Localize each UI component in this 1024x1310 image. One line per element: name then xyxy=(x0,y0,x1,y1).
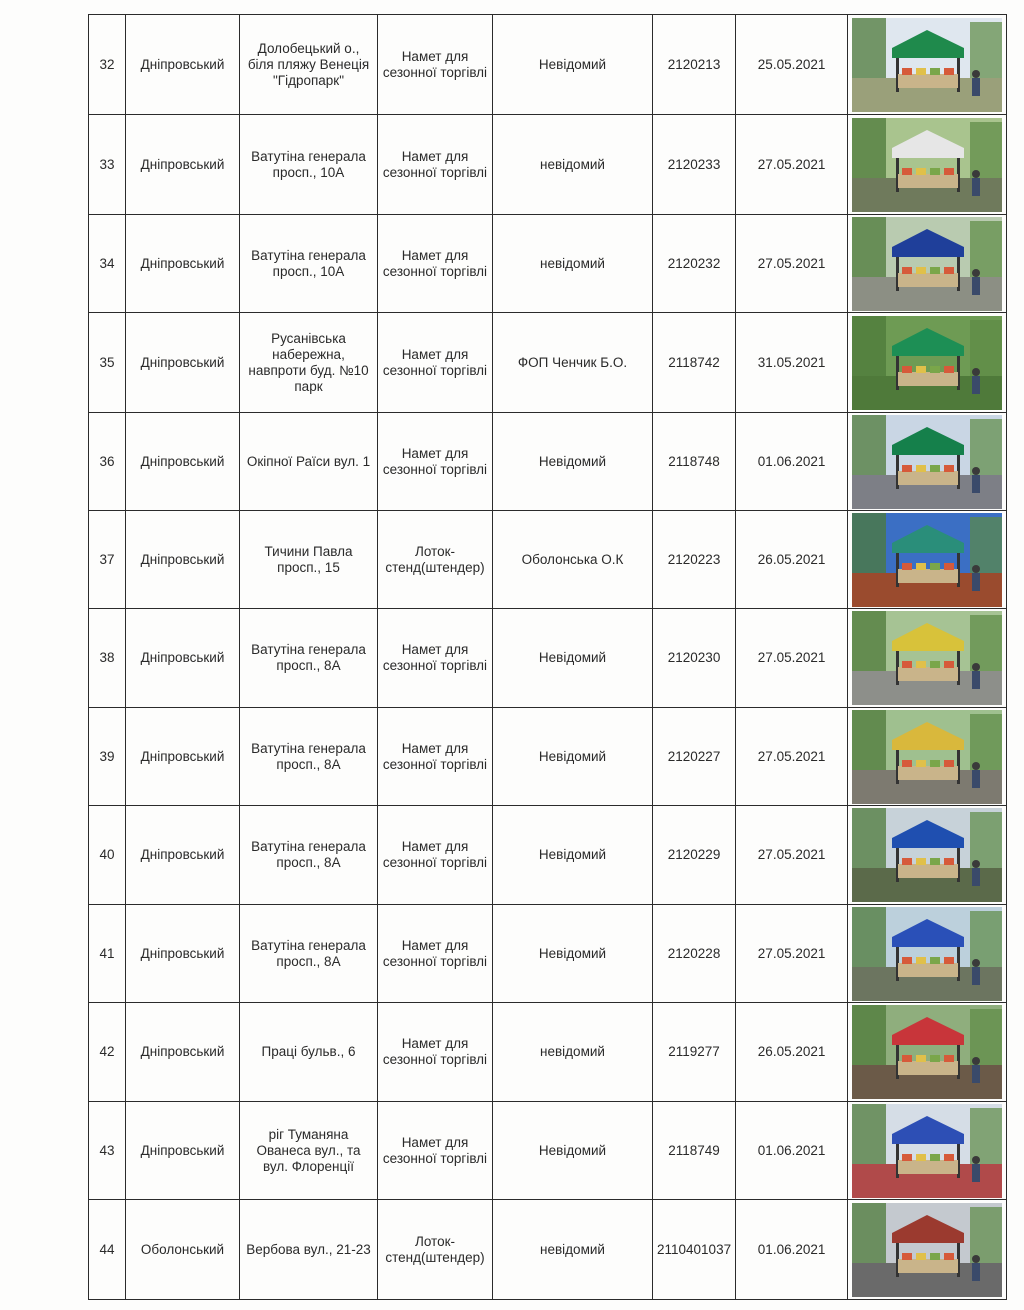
act-number-cell: 2120213 xyxy=(653,15,736,115)
object-type-cell: Намет для сезонної торгівлі xyxy=(378,313,493,413)
stall-photo xyxy=(852,118,1002,212)
photo-cell xyxy=(848,1003,1007,1102)
owner-cell: Невідомий xyxy=(493,1102,653,1200)
stall-photo xyxy=(852,1005,1002,1099)
stall-photo xyxy=(852,513,1002,607)
object-type-cell: Намет для сезонної торгівлі xyxy=(378,15,493,115)
photo-cell xyxy=(848,413,1007,511)
date-cell: 26.05.2021 xyxy=(736,511,848,609)
row-number: 42 xyxy=(89,1003,126,1102)
district-cell: Дніпровський xyxy=(126,413,240,511)
district-cell: Оболонський xyxy=(126,1200,240,1300)
table-row xyxy=(89,806,1007,905)
address-cell: Ватутіна генерала просп., 10А xyxy=(240,115,378,215)
act-number-cell: 2120232 xyxy=(653,215,736,313)
object-type-cell: Намет для сезонної торгівлі xyxy=(378,115,493,215)
district-cell: Дніпровський xyxy=(126,806,240,905)
act-number-cell: 2118748 xyxy=(653,413,736,511)
owner-cell: невідомий xyxy=(493,1003,653,1102)
date-cell: 27.05.2021 xyxy=(736,708,848,806)
date-cell: 31.05.2021 xyxy=(736,313,848,413)
district-cell: Дніпровський xyxy=(126,708,240,806)
row-number: 38 xyxy=(89,609,126,708)
district-cell: Дніпровський xyxy=(126,905,240,1003)
act-number-cell: 2110401037 xyxy=(653,1200,736,1300)
address-cell: Тичини Павла просп., 15 xyxy=(240,511,378,609)
date-cell: 27.05.2021 xyxy=(736,115,848,215)
act-number-cell: 2120230 xyxy=(653,609,736,708)
object-type-cell: Намет для сезонної торгівлі xyxy=(378,1003,493,1102)
photo-cell xyxy=(848,1102,1007,1200)
owner-cell: Невідомий xyxy=(493,806,653,905)
photo-cell xyxy=(848,215,1007,313)
table-row xyxy=(89,1102,1007,1200)
owner-cell: невідомий xyxy=(493,115,653,215)
owner-cell: невідомий xyxy=(493,1200,653,1300)
owner-cell: ФОП Ченчик Б.О. xyxy=(493,313,653,413)
object-type-cell: Лоток-стенд(штендер) xyxy=(378,511,493,609)
object-type-cell: Намет для сезонної торгівлі xyxy=(378,413,493,511)
table-row xyxy=(89,1003,1007,1102)
owner-cell: Невідомий xyxy=(493,905,653,1003)
date-cell: 01.06.2021 xyxy=(736,413,848,511)
row-number: 37 xyxy=(89,511,126,609)
date-cell: 01.06.2021 xyxy=(736,1102,848,1200)
district-cell: Дніпровський xyxy=(126,115,240,215)
date-cell: 25.05.2021 xyxy=(736,15,848,115)
stall-photo xyxy=(852,316,1002,410)
address-cell: Ватутіна генерала просп., 8А xyxy=(240,905,378,1003)
photo-cell xyxy=(848,609,1007,708)
row-number: 34 xyxy=(89,215,126,313)
address-cell: Праці бульв., 6 xyxy=(240,1003,378,1102)
address-cell: Русанівська набережна, навпроти буд. №10 парк xyxy=(240,313,378,413)
district-cell: Дніпровський xyxy=(126,609,240,708)
stall-photo xyxy=(852,415,1002,509)
table-row xyxy=(89,511,1007,609)
table-row xyxy=(89,413,1007,511)
date-cell: 27.05.2021 xyxy=(736,806,848,905)
district-cell: Дніпровський xyxy=(126,511,240,609)
row-number: 44 xyxy=(89,1200,126,1300)
object-type-cell: Лоток-стенд(штендер) xyxy=(378,1200,493,1300)
stall-photo xyxy=(852,907,1002,1001)
table-body xyxy=(89,15,1007,1300)
act-number-cell: 2119277 xyxy=(653,1003,736,1102)
address-cell: Ватутіна генерала просп., 8А xyxy=(240,708,378,806)
address-cell: Ватутіна генерала просп., 10А xyxy=(240,215,378,313)
row-number: 36 xyxy=(89,413,126,511)
district-cell: Дніпровський xyxy=(126,1102,240,1200)
address-cell: Ватутіна генерала просп., 8А xyxy=(240,609,378,708)
register-table xyxy=(88,14,1007,1300)
address-cell: ріг Туманяна Ованеса вул., та вул. Флоренції xyxy=(240,1102,378,1200)
owner-cell: Невідомий xyxy=(493,15,653,115)
photo-cell xyxy=(848,1200,1007,1300)
stall-photo xyxy=(852,18,1002,112)
stall-photo xyxy=(852,1203,1002,1297)
district-cell: Дніпровський xyxy=(126,313,240,413)
table-row xyxy=(89,1200,1007,1300)
address-cell: Ватутіна генерала просп., 8А xyxy=(240,806,378,905)
table-row xyxy=(89,15,1007,115)
date-cell: 27.05.2021 xyxy=(736,609,848,708)
photo-cell xyxy=(848,806,1007,905)
object-type-cell: Намет для сезонної торгівлі xyxy=(378,1102,493,1200)
row-number: 41 xyxy=(89,905,126,1003)
table-row xyxy=(89,313,1007,413)
table-row xyxy=(89,115,1007,215)
photo-cell xyxy=(848,313,1007,413)
date-cell: 01.06.2021 xyxy=(736,1200,848,1300)
row-number: 39 xyxy=(89,708,126,806)
photo-cell xyxy=(848,115,1007,215)
act-number-cell: 2120228 xyxy=(653,905,736,1003)
object-type-cell: Намет для сезонної торгівлі xyxy=(378,708,493,806)
act-number-cell: 2120229 xyxy=(653,806,736,905)
object-type-cell: Намет для сезонної торгівлі xyxy=(378,806,493,905)
date-cell: 27.05.2021 xyxy=(736,215,848,313)
row-number: 40 xyxy=(89,806,126,905)
object-type-cell: Намет для сезонної торгівлі xyxy=(378,905,493,1003)
table-row xyxy=(89,905,1007,1003)
owner-cell: Невідомий xyxy=(493,413,653,511)
photo-cell xyxy=(848,708,1007,806)
address-cell: Окіпної Раїси вул. 1 xyxy=(240,413,378,511)
table-row xyxy=(89,609,1007,708)
stall-photo xyxy=(852,808,1002,902)
photo-cell xyxy=(848,905,1007,1003)
stall-photo xyxy=(852,1104,1002,1198)
owner-cell: невідомий xyxy=(493,215,653,313)
row-number: 43 xyxy=(89,1102,126,1200)
stall-photo xyxy=(852,217,1002,311)
act-number-cell: 2120227 xyxy=(653,708,736,806)
photo-cell xyxy=(848,15,1007,115)
owner-cell: Невідомий xyxy=(493,609,653,708)
table-row xyxy=(89,215,1007,313)
date-cell: 26.05.2021 xyxy=(736,1003,848,1102)
row-number: 35 xyxy=(89,313,126,413)
address-cell: Долобецький о., біля пляжу Венеція "Гідропарк" xyxy=(240,15,378,115)
act-number-cell: 2118749 xyxy=(653,1102,736,1200)
owner-cell: Оболонська О.К xyxy=(493,511,653,609)
stall-photo xyxy=(852,710,1002,804)
object-type-cell: Намет для сезонної торгівлі xyxy=(378,609,493,708)
owner-cell: Невідомий xyxy=(493,708,653,806)
act-number-cell: 2118742 xyxy=(653,313,736,413)
object-type-cell: Намет для сезонної торгівлі xyxy=(378,215,493,313)
act-number-cell: 2120223 xyxy=(653,511,736,609)
act-number-cell: 2120233 xyxy=(653,115,736,215)
table-row xyxy=(89,708,1007,806)
photo-cell xyxy=(848,511,1007,609)
district-cell: Дніпровський xyxy=(126,15,240,115)
row-number: 32 xyxy=(89,15,126,115)
date-cell: 27.05.2021 xyxy=(736,905,848,1003)
district-cell: Дніпровський xyxy=(126,215,240,313)
address-cell: Вербова вул., 21-23 xyxy=(240,1200,378,1300)
district-cell: Дніпровський xyxy=(126,1003,240,1102)
stall-photo xyxy=(852,611,1002,705)
row-number: 33 xyxy=(89,115,126,215)
